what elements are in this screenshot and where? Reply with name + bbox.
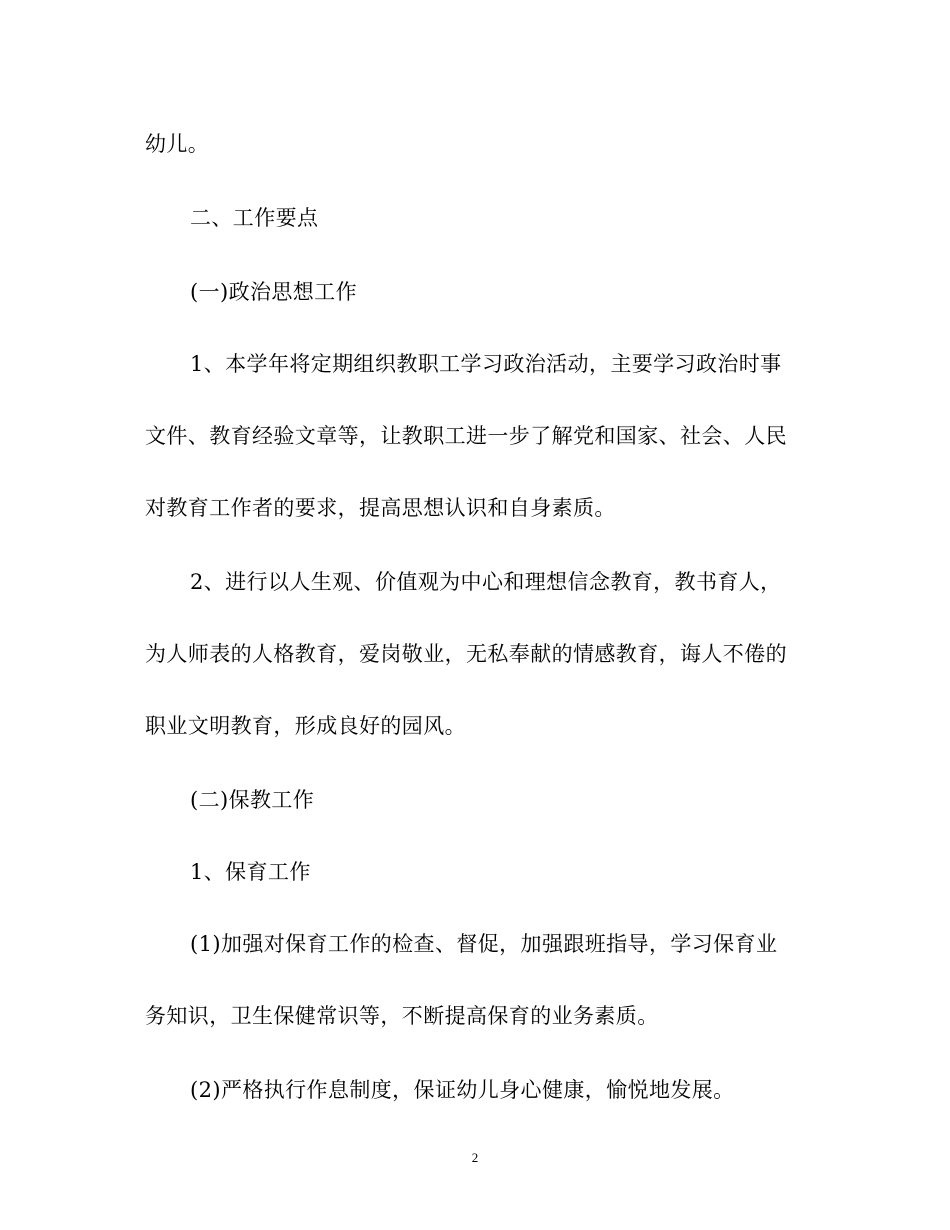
paragraph-line: 为人师表的人格教育，爱岗敬业，无私奉献的情感教育，诲人不倦的	[145, 642, 787, 666]
paragraph-line: 1、本学年将定期组织教职工学习政治活动，主要学习政治时事	[190, 352, 782, 376]
page-number: 2	[471, 1150, 479, 1165]
subsection-heading: (二)保教工作	[190, 788, 315, 812]
paragraph-line: 务知识，卫生保健常识等，不断提高保育的业务素质。	[145, 1004, 659, 1028]
paragraph-line: 幼儿。	[145, 132, 210, 156]
paragraph-line: 2、进行以人生观、价值观为中心和理想信念教育，教书育人，	[190, 570, 782, 594]
paragraph-line: (2)严格执行作息制度，保证幼儿身心健康，愉悦地发展。	[190, 1078, 735, 1102]
subsection-heading: 1、保育工作	[190, 860, 311, 884]
paragraph-line: (1)加强对保育工作的检查、督促，加强跟班指导，学习保育业	[190, 932, 778, 956]
section-heading: 二、工作要点	[190, 206, 319, 230]
paragraph-line: 对教育工作者的要求，提高思想认识和自身素质。	[145, 496, 616, 520]
paragraph-line: 职业文明教育，形成良好的园风。	[145, 714, 466, 738]
paragraph-line: 文件、教育经验文章等，让教职工进一步了解党和国家、社会、人民	[145, 424, 787, 448]
subsection-heading: (一)政治思想工作	[190, 280, 357, 304]
